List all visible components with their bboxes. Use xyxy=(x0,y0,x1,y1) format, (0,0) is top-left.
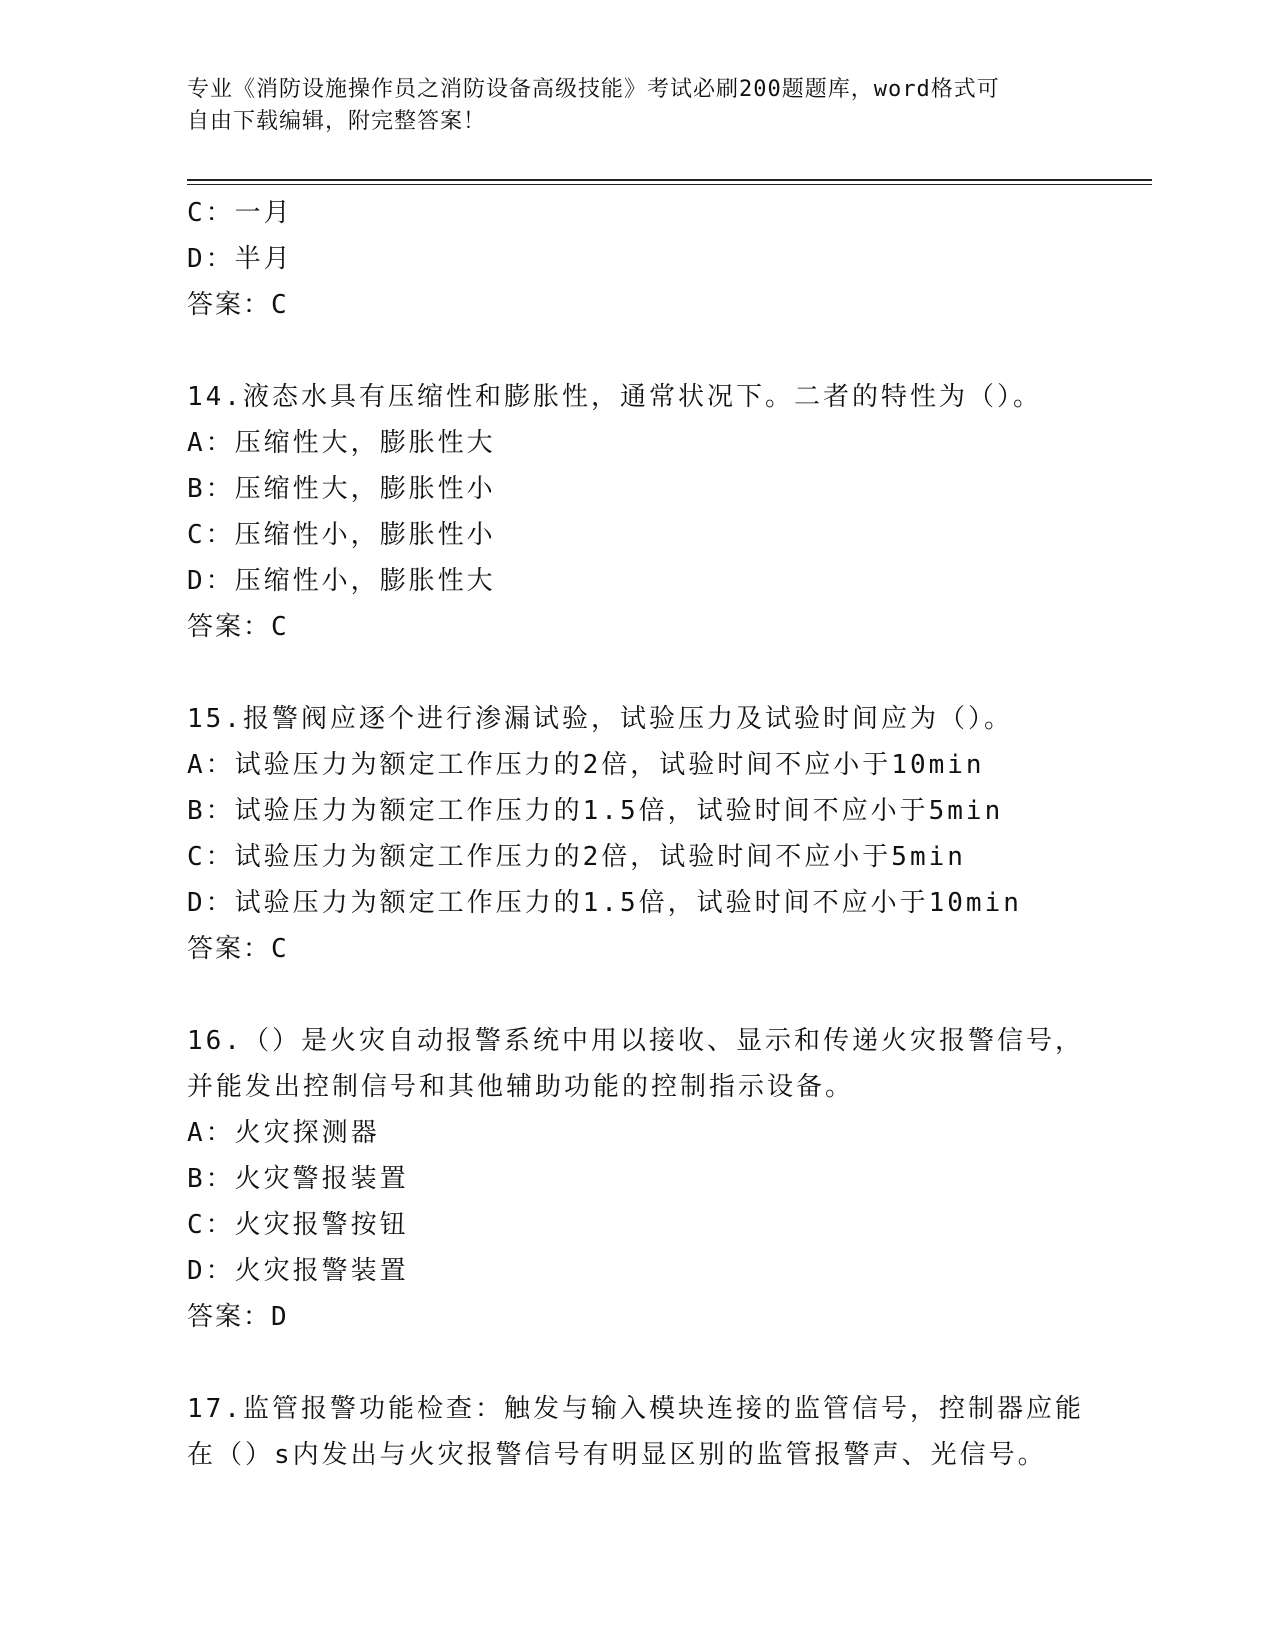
header-divider-thin xyxy=(187,184,1152,185)
option-b: B：火灾警报装置 xyxy=(187,1164,409,1194)
option-a: A：试验压力为额定工作压力的2倍，试验时间不应小于10min xyxy=(187,750,985,780)
option-c: C：一月 xyxy=(187,198,293,228)
question-stem: 15.报警阀应逐个进行渗漏试验，试验压力及试验时间应为（）。 xyxy=(187,704,1013,734)
question-17 xyxy=(187,1386,1147,1478)
answer-line: 答案：C xyxy=(187,934,289,964)
header-line-2: 自由下载编辑，附完整答案！ xyxy=(187,109,487,134)
question-stem-line-1: 17.监管报警功能检查：触发与输入模块连接的监管信号，控制器应能 xyxy=(187,1394,1084,1424)
question-stem-line-1: 16.（）是火灾自动报警系统中用以接收、显示和传递火灾报警信号， xyxy=(187,1026,1084,1056)
option-a: A：火灾探测器 xyxy=(187,1118,380,1148)
option-a: A：压缩性大，膨胀性大 xyxy=(187,428,496,458)
option-d: D：压缩性小，膨胀性大 xyxy=(187,566,496,596)
question-16 xyxy=(187,1018,1147,1340)
option-b: B：压缩性大，膨胀性小 xyxy=(187,474,496,504)
option-d: D：火灾报警装置 xyxy=(187,1256,409,1286)
option-d: D：试验压力为额定工作压力的1.5倍，试验时间不应小于10min xyxy=(187,888,1022,918)
option-b: B：试验压力为额定工作压力的1.5倍，试验时间不应小于5min xyxy=(187,796,1004,826)
answer-line: 答案：C xyxy=(187,290,289,320)
spacer xyxy=(187,650,1147,696)
question-stem: 14.液态水具有压缩性和膨胀性，通常状况下。二者的特性为（）。 xyxy=(187,382,1042,412)
question-list xyxy=(187,190,1147,1478)
spacer xyxy=(187,328,1147,374)
spacer xyxy=(187,1340,1147,1386)
option-c: C：试验压力为额定工作压力的2倍，试验时间不应小于5min xyxy=(187,842,966,872)
spacer xyxy=(187,972,1147,1018)
header-divider-thick xyxy=(187,179,1152,181)
answer-line: 答案：C xyxy=(187,612,289,642)
answer-line: 答案：D xyxy=(187,1302,289,1332)
question-13-tail xyxy=(187,190,1147,328)
question-stem-line-2: 并能发出控制信号和其他辅助功能的控制指示设备。 xyxy=(187,1072,855,1102)
option-c: C：火灾报警按钮 xyxy=(187,1210,409,1240)
header-line-1: 专业《消防设施操作员之消防设备高级技能》考试必刷200题题库，word格式可 xyxy=(187,77,1000,102)
question-14 xyxy=(187,374,1147,650)
page-header xyxy=(187,74,1087,138)
question-stem-line-2: 在（）s内发出与火灾报警信号有明显区别的监管报警声、光信号。 xyxy=(187,1440,1047,1470)
option-c: C：压缩性小，膨胀性小 xyxy=(187,520,496,550)
question-15 xyxy=(187,696,1147,972)
option-d: D：半月 xyxy=(187,244,293,274)
